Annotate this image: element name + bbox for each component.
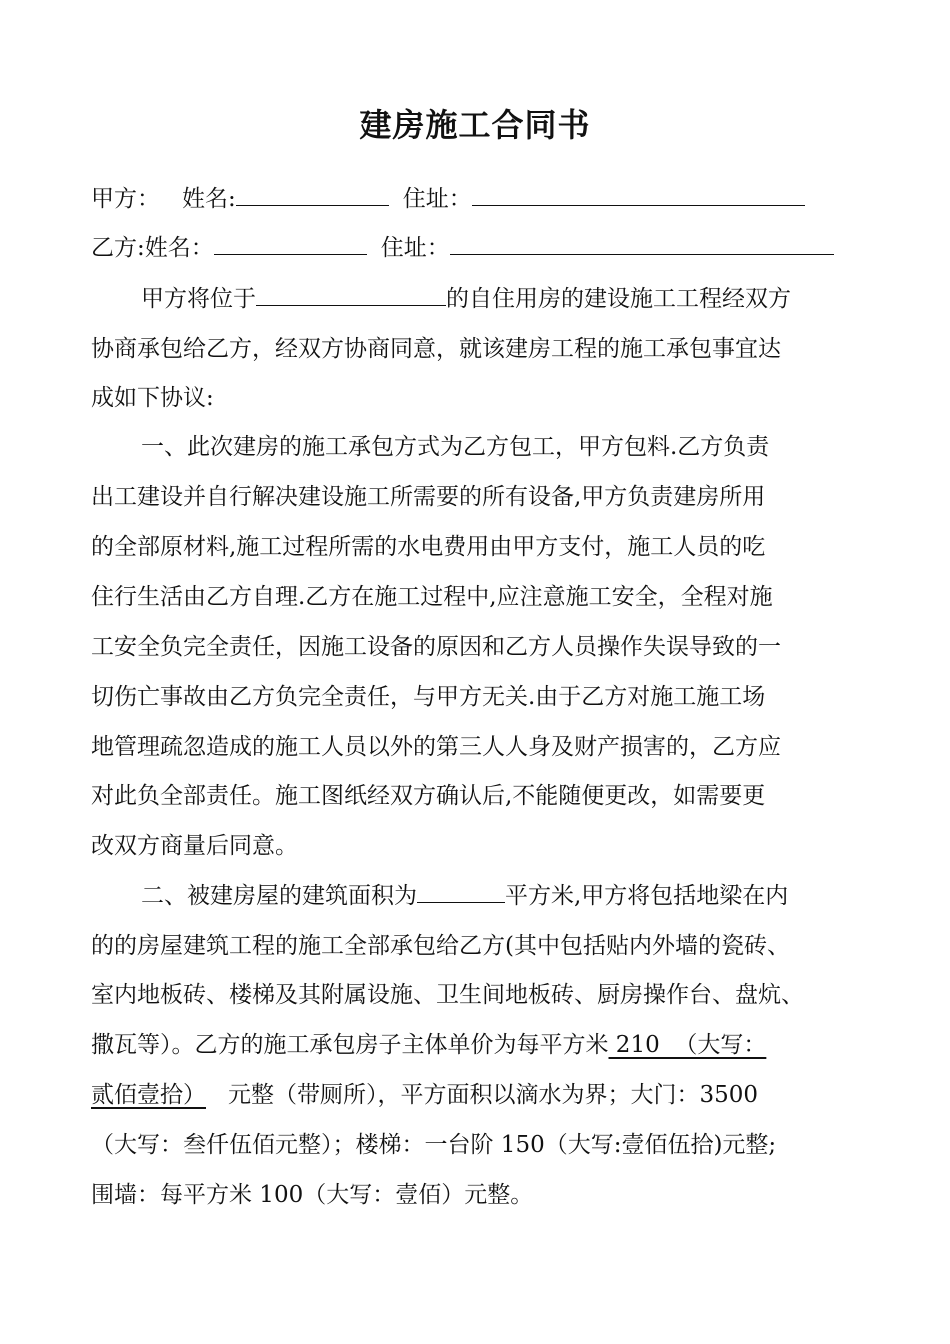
clause1-line: 住行生活由乙方自理.乙方在施工过程中,应注意施工安全，全程对施 [91,584,773,610]
clause1-line: 切伤亡事故由乙方负完全责任，与甲方无关.由于乙方对施工施工场 [91,684,766,710]
clause1-line: 的全部原材料,施工过程所需的水电费用由甲方支付，施工人员的吃 [91,534,766,560]
location-blank [256,281,446,306]
unit-price-prefix: 撒瓦等）。乙方的施工承包房子主体单价为每平方米 [91,1032,609,1058]
area-blank [417,878,505,903]
party-b-name-blank [214,230,367,255]
clause1-line: 改双方商量后同意。 [91,833,298,859]
clause2-line-1 [141,878,788,914]
party-a-row [91,181,805,217]
party-a-label: 甲方： [91,186,160,212]
clause2-line-3: 室内地板砖、楼梯及其附属设施、卫生间地板砖、厨房操作台、盘炕、 [91,982,804,1008]
clause1-line: 工安全负完全责任，因施工设备的原因和乙方人员操作失误导致的一 [91,634,781,660]
unit-price-capital: 贰佰壹拾） [91,1082,206,1108]
party-b-label: 乙方: [91,235,145,261]
party-b-row [91,230,834,266]
party-a-address-blank [472,181,805,206]
intro-prefix: 甲方将位于 [141,286,256,312]
clause1-line: 一、此次建房的施工承包方式为乙方包工，甲方包料.乙方负责 [141,434,770,460]
clause1-line: 对此负全部责任。施工图纸经双方确认后,不能随便更改，如需要更 [91,783,766,809]
clause1-line: 地管理疏忽造成的施工人员以外的第三人人身及财产损害的，乙方应 [91,734,781,760]
party-a-address-label: 住址： [402,186,472,212]
clause2-line-6: （大写：叁仟伍佰元整）；楼梯：一台阶 150（大写:壹佰伍拾)元整; [91,1132,777,1158]
intro-line-1 [141,281,791,317]
party-b-address-blank [450,230,834,255]
clause2-line-2: 的的房屋建筑工程的施工全部承包给乙方(其中包括贴内外墙的瓷砖、 [91,933,790,959]
party-b-name-label: 姓名： [144,235,214,261]
unit-price-value: 210 （大写： [608,1032,767,1058]
clause2-line-5 [91,1077,758,1113]
intro-suffix: 的自住用房的建设施工工程经双方 [446,286,791,312]
clause1-line: 出工建设并自行解决建设施工所需要的所有设备,甲方负责建房所用 [91,484,766,510]
party-a-name-label: 姓名: [182,186,236,212]
intro-line-2: 协商承包给乙方，经双方协商同意，就该建房工程的施工承包事宜达 [91,336,781,362]
clause2-prefix: 二、被建房屋的建筑面积为 [141,883,417,909]
clause2-line-4 [91,1027,766,1063]
intro-line-3: 成如下协议: [91,385,214,411]
gate-price-text: 元整（带厕所），平方面积以滴水为界；大门：3500 [228,1082,759,1108]
party-a-name-blank [236,181,389,206]
clause2-line-7: 围墙：每平方米 100（大写：壹佰）元整。 [91,1182,534,1208]
document-title: 建房施工合同书 [359,106,591,144]
party-b-address-label: 住址： [380,235,450,261]
clause2-suffix: 平方米,甲方将包括地梁在内 [505,883,789,909]
